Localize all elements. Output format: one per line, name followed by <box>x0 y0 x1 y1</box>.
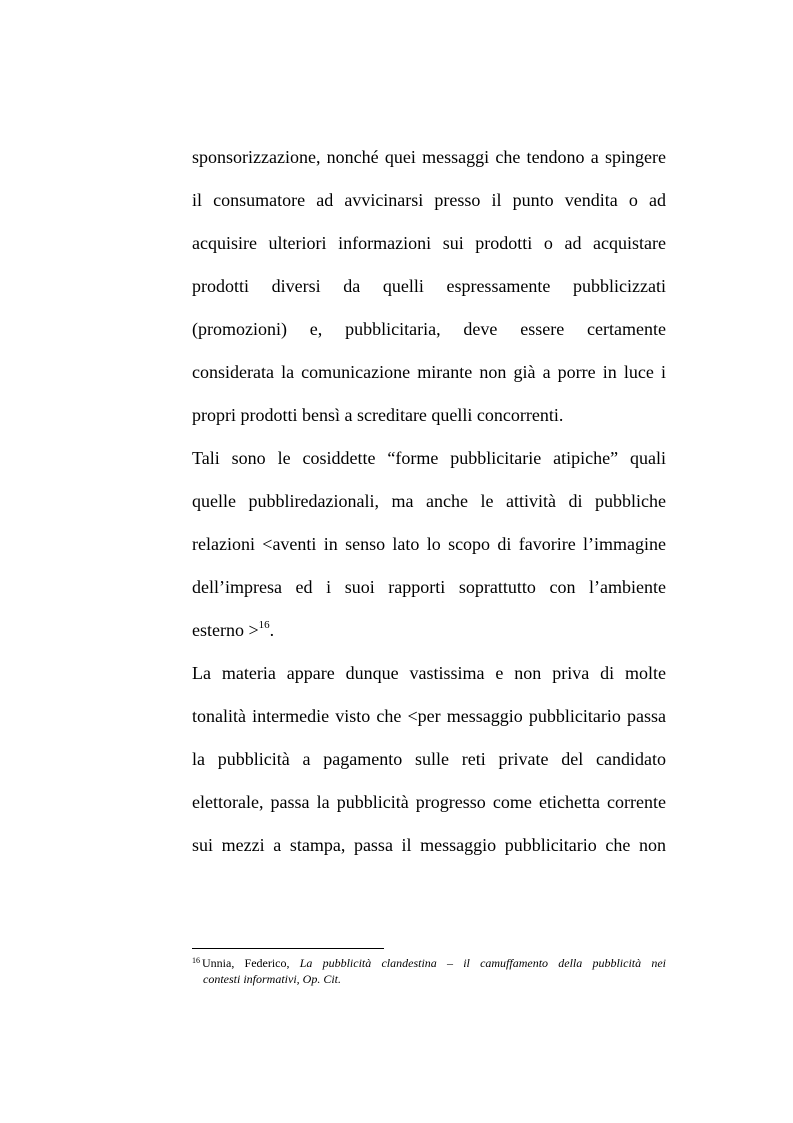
body-line: la pubblicità a pagamento sulle reti private del candidato <box>192 749 666 769</box>
sentence-period: . <box>269 620 275 640</box>
footnote-title-continued: contesti informativi, Op. Cit. <box>203 972 341 986</box>
body-line: acquisire ulteriori informazioni sui prodotti o ad acquistare <box>192 233 666 253</box>
footnote <box>192 956 666 987</box>
body-line: il consumatore ad avvicinarsi presso il punto vendita o ad <box>192 190 666 210</box>
footnote-author: Unnia, Federico, <box>202 956 300 970</box>
body-line: relazioni <aventi in senso lato lo scopo di favorire l’immagine <box>192 534 666 554</box>
footnote-line <box>192 956 666 972</box>
body-line: sui mezzi a stampa, passa il messaggio pubblicitario che non <box>192 835 666 855</box>
body-line-with-footnote-ref <box>192 619 666 644</box>
footnote-reference: 16 <box>258 619 270 631</box>
body-line: dell’impresa ed i suoi rapporti soprattutto con l’ambiente <box>192 577 666 597</box>
body-line: prodotti diversi da quelli espressamente pubblicizzati <box>192 276 666 296</box>
body-line-text: esterno > <box>192 620 259 640</box>
body-line: quelle pubbliredazionali, ma anche le attività di pubbliche <box>192 491 666 511</box>
footnote-separator <box>192 948 384 949</box>
body-line: sponsorizzazione, nonché quei messaggi che tendono a spingere <box>192 147 666 167</box>
footnote-number: 16 <box>192 956 200 965</box>
body-line: (promozioni) e, pubblicitaria, deve essere certamente <box>192 319 666 339</box>
body-line: tonalità intermedie visto che <per messaggio pubblicitario passa <box>192 706 666 726</box>
body-line: propri prodotti bensì a screditare quelli concorrenti. <box>192 405 564 425</box>
body-line: La materia appare dunque vastissima e non priva di molte <box>192 663 666 683</box>
body-line: Tali sono le cosiddette “forme pubblicitarie atipiche” quali <box>192 448 666 468</box>
body-line: considerata la comunicazione mirante non già a porre in luce i <box>192 362 666 382</box>
body-line: elettorale, passa la pubblicità progresso come etichetta corrente <box>192 792 666 812</box>
footnote-title: La pubblicità clandestina – il camuffamento della pubblicità nei <box>299 956 666 970</box>
